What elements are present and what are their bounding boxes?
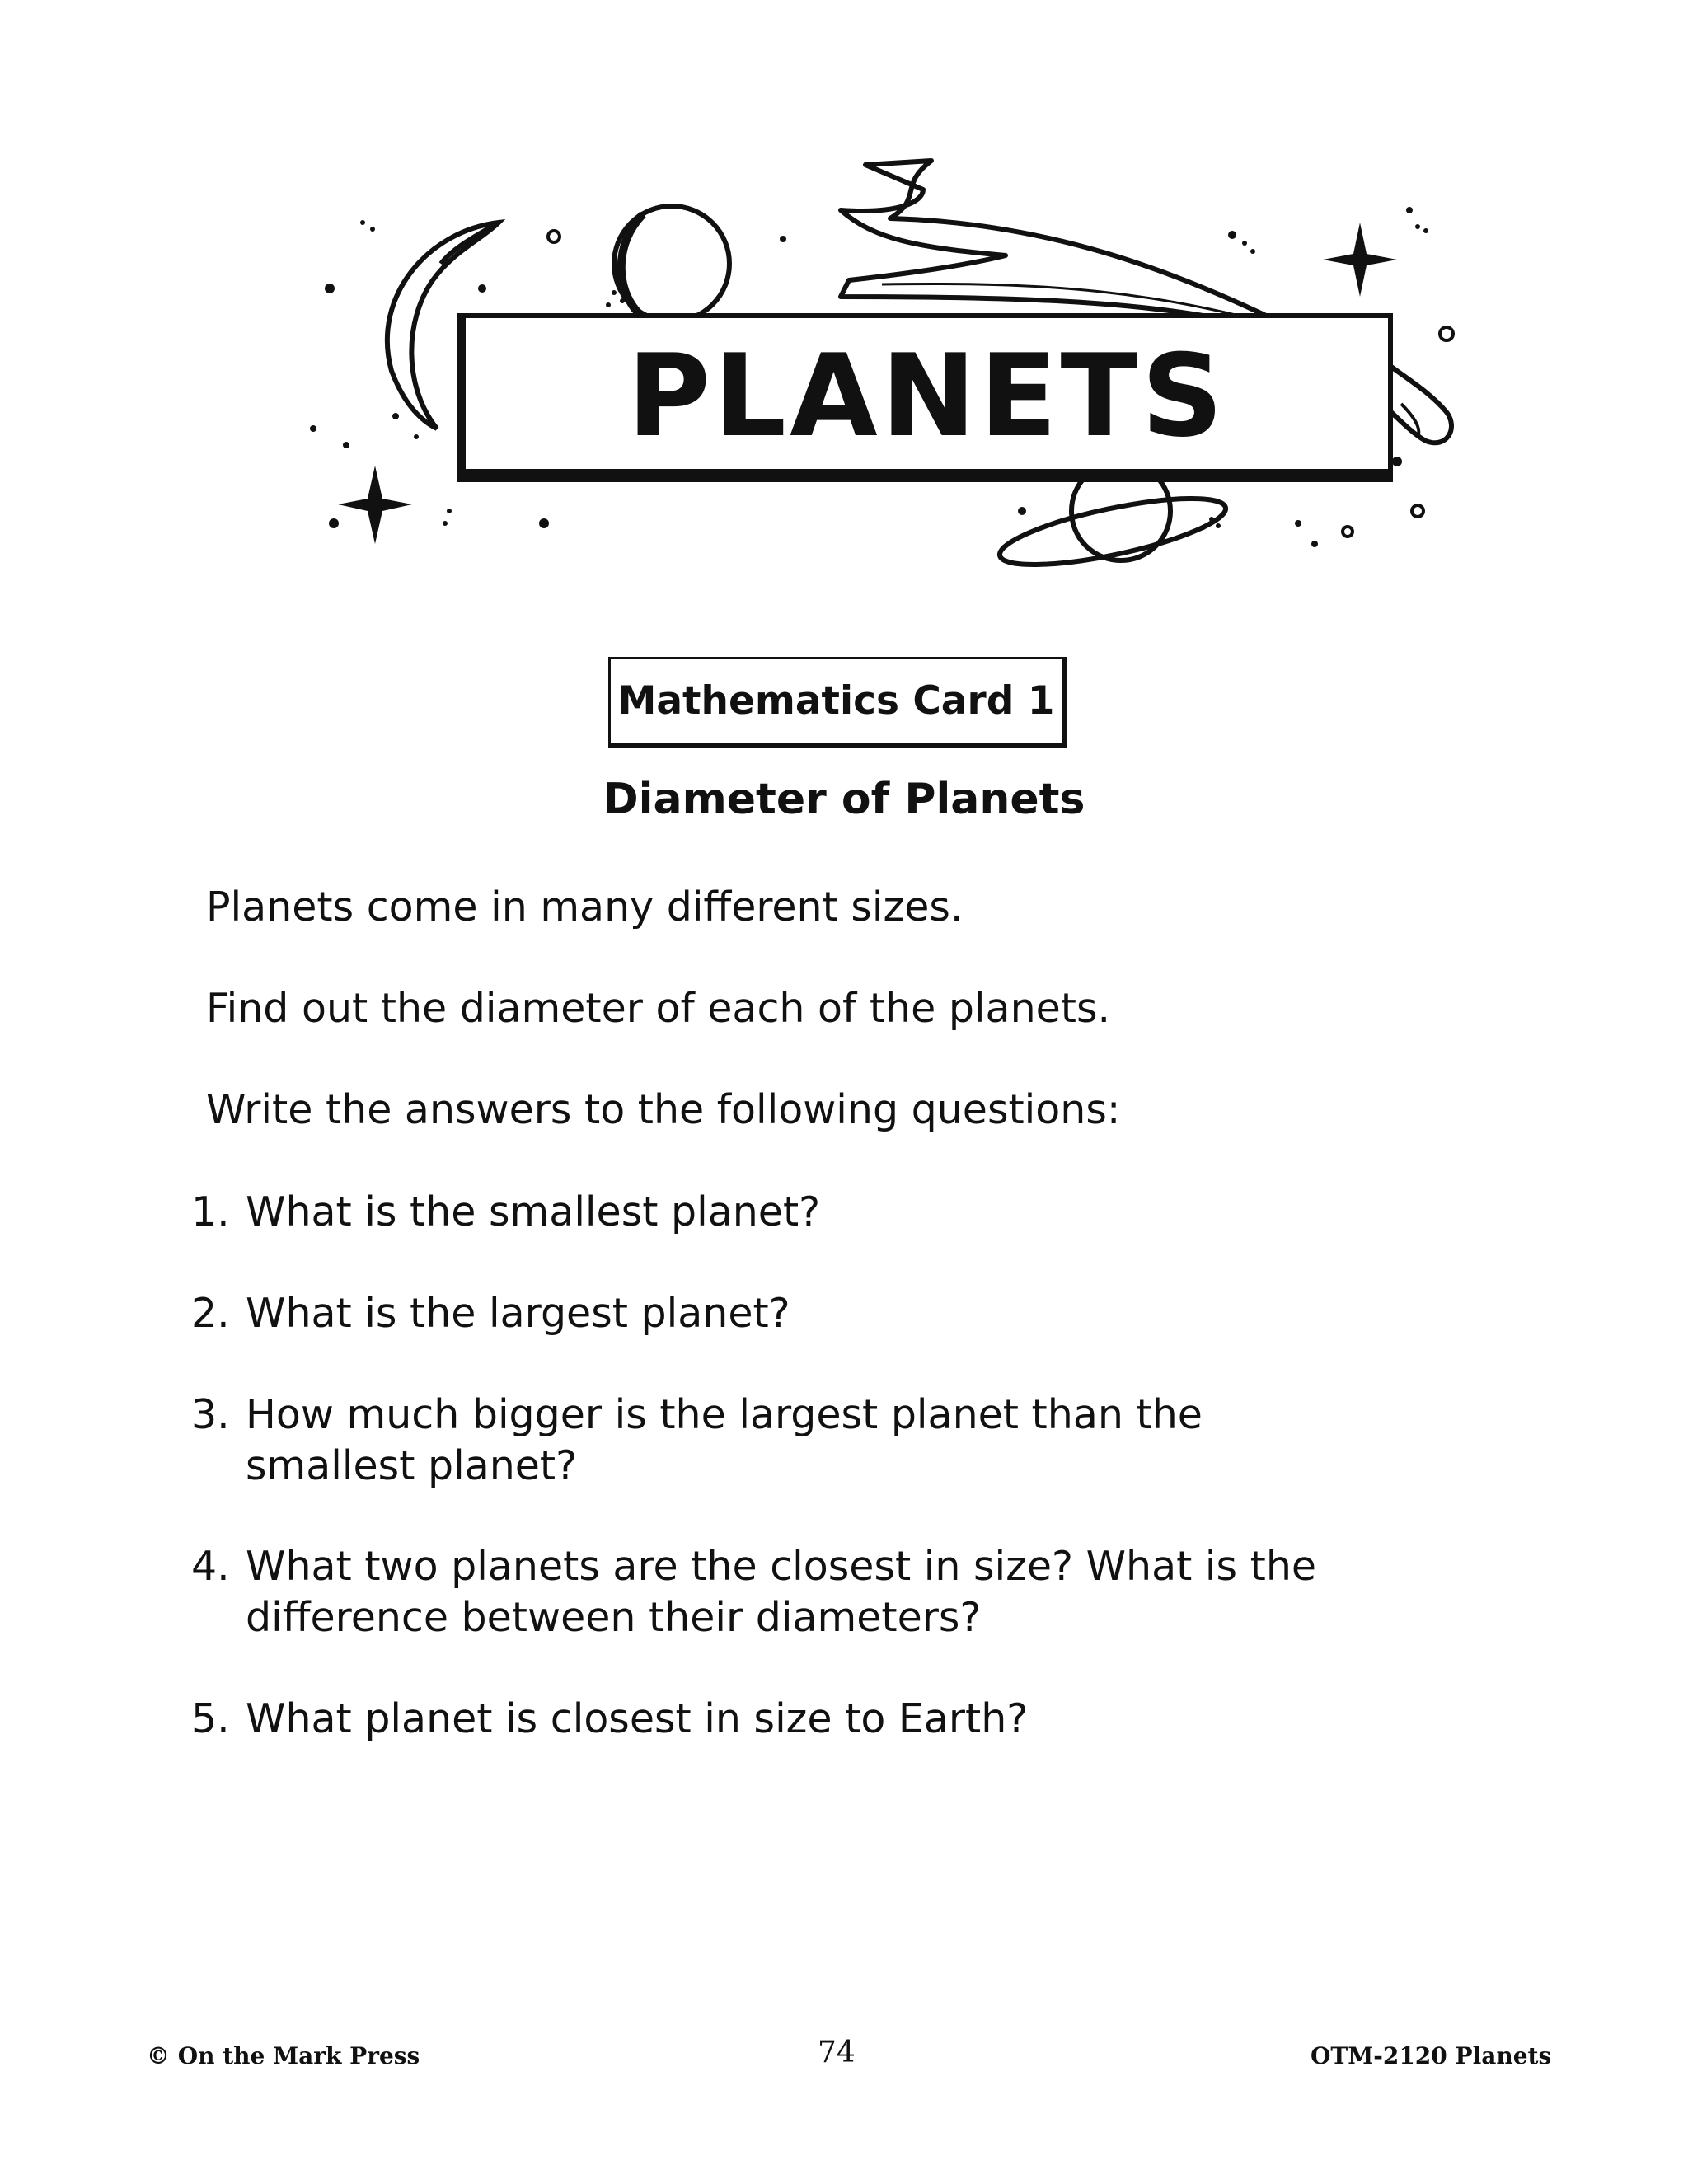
- card-subtitle: Diameter of Planets: [603, 775, 1085, 824]
- question-number: 5.: [191, 1695, 230, 1742]
- question-text: What is the smallest planet?: [246, 1188, 821, 1235]
- footer-product-code: OTM-2120 Planets: [1311, 2042, 1552, 2069]
- sparkle-star-icon: [1323, 223, 1397, 297]
- planet-icon: [614, 206, 729, 321]
- question-text: What is the largest planet?: [246, 1290, 790, 1337]
- question-number: 1.: [191, 1188, 230, 1235]
- question-number: 4.: [191, 1543, 230, 1590]
- question-number: 2.: [191, 1290, 230, 1337]
- footer-copyright: © On the Mark Press: [147, 2042, 420, 2069]
- question-item: [191, 1187, 1449, 1238]
- question-item: [191, 1694, 1449, 1745]
- question-text: What two planets are the closest in size? What is the difference between their diameters?: [246, 1543, 1317, 1641]
- page-title: PLANETS: [626, 329, 1227, 462]
- question-text: What planet is closest in size to Earth?: [246, 1695, 1029, 1742]
- intro-paragraph: Write the answers to the following questions:: [206, 1086, 1121, 1133]
- footer-page-number: 74: [818, 2036, 856, 2069]
- intro-paragraph: Planets come in many different sizes.: [206, 883, 964, 930]
- card-label: Mathematics Card 1: [617, 678, 1055, 724]
- question-number: 3.: [191, 1391, 230, 1438]
- question-item: [191, 1390, 1378, 1492]
- card-label-box: [608, 657, 1067, 748]
- sparkle-star-icon: [338, 466, 412, 544]
- title-banner: [457, 313, 1393, 482]
- question-text: How much bigger is the largest planet than the smallest planet?: [246, 1391, 1203, 1489]
- question-item: [191, 1541, 1378, 1643]
- question-item: [191, 1288, 1449, 1339]
- intro-paragraph: Find out the diameter of each of the planets.: [206, 985, 1111, 1032]
